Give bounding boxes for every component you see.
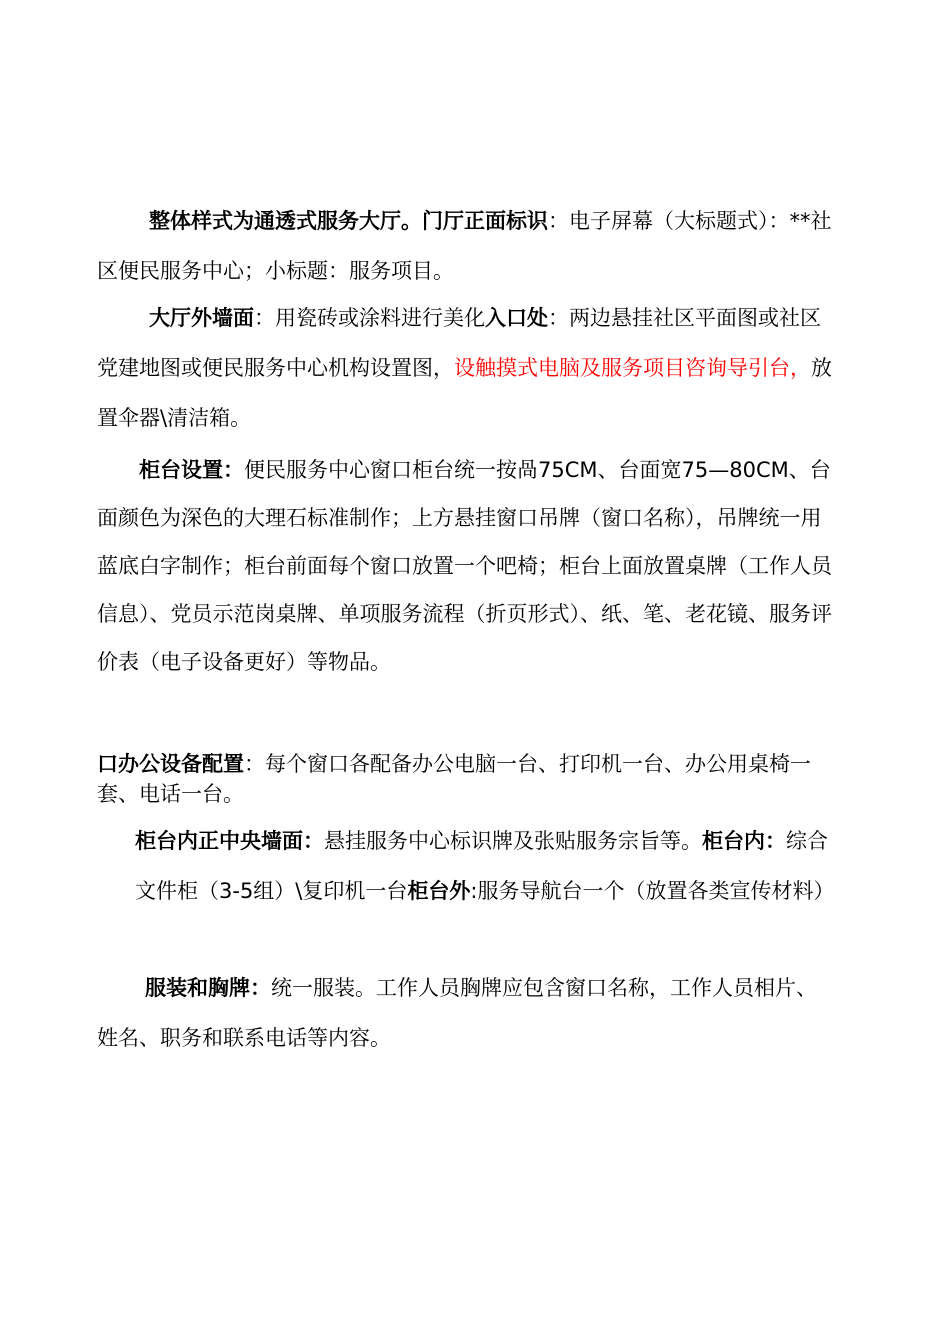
heading-hall-style: 整体样式为通透式服务大厅。门厅正面标识 [149,209,548,233]
heading-exterior-wall: 大厅外墙面 [149,306,254,330]
heading-uniform-badge: 服装和胸牌： [145,976,271,1000]
highlight-touch-computer: 设触摸式电脑及服务项目咨询导引台， [454,356,811,380]
text-uniform-badge: 统一服装。工作人员胸牌应包含窗口名称，工作人员相片、姓名、职务和联系电话等内容。 [97,976,817,1050]
paragraph-office-equipment [97,749,837,809]
heading-office-equipment: 口办公设备配置 [97,752,244,776]
heading-entrance: 入口处 [485,306,548,330]
paragraph-counter-setup [97,446,837,686]
text-umbrella: 放置伞器\清洁箱。 [97,356,832,430]
heading-counter-setup: 柜台设置： [139,458,244,482]
text-counter-setup: 便民服务中心窗口柜台统一按咼75CM、台面宽75—80CM、台面颜色为深色的大理石标准制作；上方悬挂窗口吊牌（窗口名称），吊牌统一用蓝底白字制作；柜台前面每个窗口放置一个吧椅；柜台上面放置桌牌（工作人员信息）、党员示范岗桌牌、单项服务流程（折页形式）、纸、笔、老花镜、服务评价表（电子设备更好）等物品。 [97,458,832,674]
text-counter-inside: 综合文件柜（3-5组）\复印机一台 [135,829,828,903]
text-exterior-wall: ：用瓷砖或涂料进行美化 [254,306,485,330]
heading-counter-wall: 柜台内正中央墙面： [135,829,324,853]
paragraph-counter-wall [135,816,835,916]
paragraph-hall-style [97,196,837,296]
text-entrance: ：两边悬挂社区平面图或社区党建地图或便民服务中心机构设置图， [97,306,821,380]
text-counter-outside: :服务导航台一个（放置各类宣传材料） [470,879,835,903]
text-office-equipment: ：每个窗口各配备办公电脑一台、打印机一台、办公用桌椅一套、电话一台。 [97,752,811,806]
text-counter-wall: 悬挂服务中心标识牌及张贴服务宗旨等。 [324,829,702,853]
paragraph-uniform-badge [97,963,837,1063]
text-hall-style: ：电子屏幕（大标题式）：**社区便民服务中心；小标题：服务项目。 [97,209,832,283]
paragraph-exterior-wall [97,293,837,443]
heading-counter-inside: 柜台内： [702,829,786,853]
heading-counter-outside: 柜台外 [407,879,471,903]
